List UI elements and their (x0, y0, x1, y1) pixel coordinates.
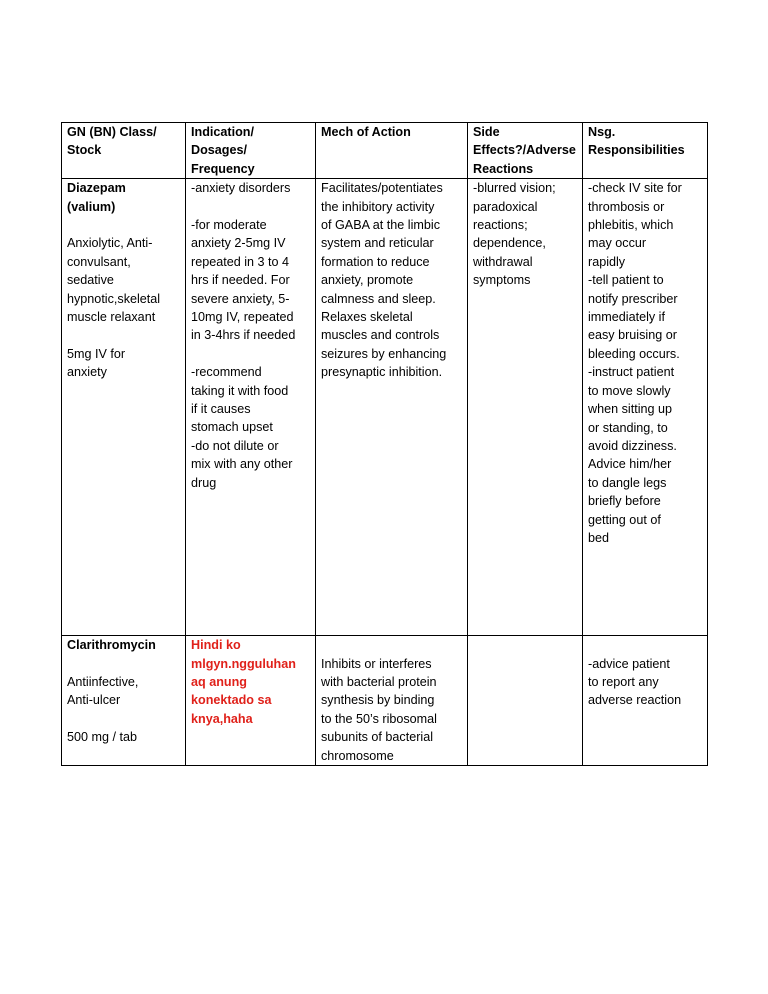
text-line: Advice him/her (588, 457, 672, 472)
text-line: rapidly (588, 254, 626, 269)
text-line: easy bruising or (588, 328, 677, 343)
header-gn-bn-class-stock (62, 123, 186, 179)
table-header-row (62, 123, 708, 179)
text-line: -blurred vision; (473, 181, 556, 196)
text-line: calmness and sleep. (321, 291, 436, 306)
text-line: Relaxes skeletal (321, 310, 413, 325)
text-line: briefly before (588, 494, 661, 509)
text-line: subunits of bacterial (321, 730, 434, 745)
text-line: -tell patient to (588, 273, 664, 288)
header-line: Dosages/ (191, 143, 247, 158)
text-line: -anxiety disorders (191, 181, 291, 196)
text-line: anxiety 2-5mg IV (191, 236, 286, 251)
header-nsg-responsibilities (583, 123, 708, 179)
text-line: konektado sa (191, 693, 272, 708)
text-line: mlgyn.ngguluhan (191, 656, 296, 671)
text-line: Diazepam (67, 181, 126, 196)
table-row-clarithromycin (62, 636, 708, 766)
header-line: Effects?/Adverse (473, 143, 576, 158)
text-line: Antiinfective, (67, 675, 139, 690)
text-line: adverse reaction (588, 693, 682, 708)
text-line: bleeding occurs. (588, 346, 680, 361)
text-line: 10mg IV, repeated (191, 310, 294, 325)
text-line: synthesis by binding (321, 693, 435, 708)
header-line: Side (473, 125, 500, 139)
text-line: convulsant, (67, 254, 131, 269)
text-line: Hindi ko (191, 638, 241, 653)
text-line: if it causes (191, 402, 251, 417)
text-line: severe anxiety, 5- (191, 291, 290, 306)
cell-mechanism-clarithromycin (316, 636, 468, 766)
text-line: 500 mg / tab (67, 730, 138, 745)
text-line: formation to reduce (321, 254, 430, 269)
text-line: with bacterial protein (321, 675, 437, 690)
text-line: when sitting up (588, 402, 673, 417)
text-line: may occur (588, 236, 647, 251)
text-line: Anxiolytic, Anti- (67, 236, 153, 251)
header-mech-of-action (316, 123, 468, 179)
text-line: (valium) (67, 199, 116, 214)
text-line: of GABA at the limbic (321, 218, 440, 233)
text-line: getting out of (588, 512, 661, 527)
text-line: aq anung (191, 675, 247, 690)
text-line: anxiety (67, 365, 107, 380)
text-line: -instruct patient (588, 365, 675, 380)
header-line: Nsg. (588, 125, 616, 139)
cell-drug-clarithromycin (62, 636, 186, 766)
text-line: Facilitates/potentiates (321, 181, 443, 196)
header-line: Indication/ (191, 125, 254, 139)
text-line: repeated in 3 to 4 (191, 254, 290, 269)
text-line: drug (191, 475, 217, 490)
header-line: Reactions (473, 161, 534, 176)
text-line: knya,haha (191, 711, 253, 726)
text-line: sedative (67, 273, 114, 288)
cell-indication-clarithromycin-note (186, 636, 316, 766)
text-line: bed (588, 530, 610, 545)
text-line: -recommend (191, 365, 262, 380)
text-line: in 3-4hrs if needed (191, 328, 296, 343)
header-indication-dosages (186, 123, 316, 179)
text-line: to report any (588, 675, 659, 690)
header-line: Responsibilities (588, 143, 685, 158)
drug-stock (67, 728, 180, 746)
text-line: dependence, (473, 236, 546, 251)
text-line: to dangle legs (588, 475, 667, 490)
text-line: reactions; (473, 218, 528, 233)
text-line: 5mg IV for (67, 346, 126, 361)
text-line: system and reticular (321, 236, 434, 251)
text-line: -for moderate (191, 218, 267, 233)
drug-class (67, 673, 180, 710)
cell-drug-diazepam (62, 179, 186, 636)
text-line: stomach upset (191, 420, 273, 435)
header-line: GN (BN) Class/ (67, 125, 157, 139)
drug-stock (67, 345, 180, 382)
text-line: avoid dizziness. (588, 438, 677, 453)
text-line: -do not dilute or (191, 438, 279, 453)
text-line: thrombosis or (588, 199, 665, 214)
header-line: Frequency (191, 161, 255, 176)
text-line: symptoms (473, 273, 531, 288)
header-line: Mech of Action (321, 125, 411, 139)
drug-name (67, 636, 180, 654)
cell-mechanism-diazepam (316, 179, 468, 636)
text-line: presynaptic inhibition. (321, 365, 443, 380)
text-line: -check IV site for (588, 181, 682, 196)
text-line: anxiety, promote (321, 273, 414, 288)
text-line: the inhibitory activity (321, 199, 435, 214)
header-line: Stock (67, 143, 102, 158)
drug-study-table (61, 122, 708, 766)
text-line: withdrawal (473, 254, 533, 269)
text-line: hypnotic,skeletal (67, 291, 161, 306)
text-line: Inhibits or interferes (321, 656, 432, 671)
text-line: Clarithromycin (67, 638, 156, 653)
text-line: -advice patient (588, 656, 670, 671)
text-line: phlebitis, which (588, 218, 674, 233)
header-side-effects (468, 123, 583, 179)
cell-side-effects-diazepam (468, 179, 583, 636)
text-line: seizures by enhancing (321, 346, 447, 361)
text-line: paradoxical (473, 199, 538, 214)
text-line: notify prescriber (588, 291, 678, 306)
text-line: or standing, to (588, 420, 668, 435)
drug-class (67, 234, 180, 326)
cell-side-effects-clarithromycin (468, 636, 583, 766)
text-line: chromosome (321, 748, 394, 763)
cell-indication-diazepam (186, 179, 316, 636)
text-line: mix with any other (191, 457, 293, 472)
text-line: muscles and controls (321, 328, 440, 343)
text-line: taking it with food (191, 383, 289, 398)
text-line: muscle relaxant (67, 310, 156, 325)
text-line: Anti-ulcer (67, 693, 121, 708)
drug-name (67, 179, 180, 216)
text-line: to move slowly (588, 383, 671, 398)
table-row-diazepam (62, 179, 708, 636)
text-line: to the 50’s ribosomal (321, 711, 437, 726)
text-line: hrs if needed. For (191, 273, 290, 288)
cell-nursing-diazepam (583, 179, 708, 636)
cell-nursing-clarithromycin (583, 636, 708, 766)
text-line: immediately if (588, 310, 665, 325)
